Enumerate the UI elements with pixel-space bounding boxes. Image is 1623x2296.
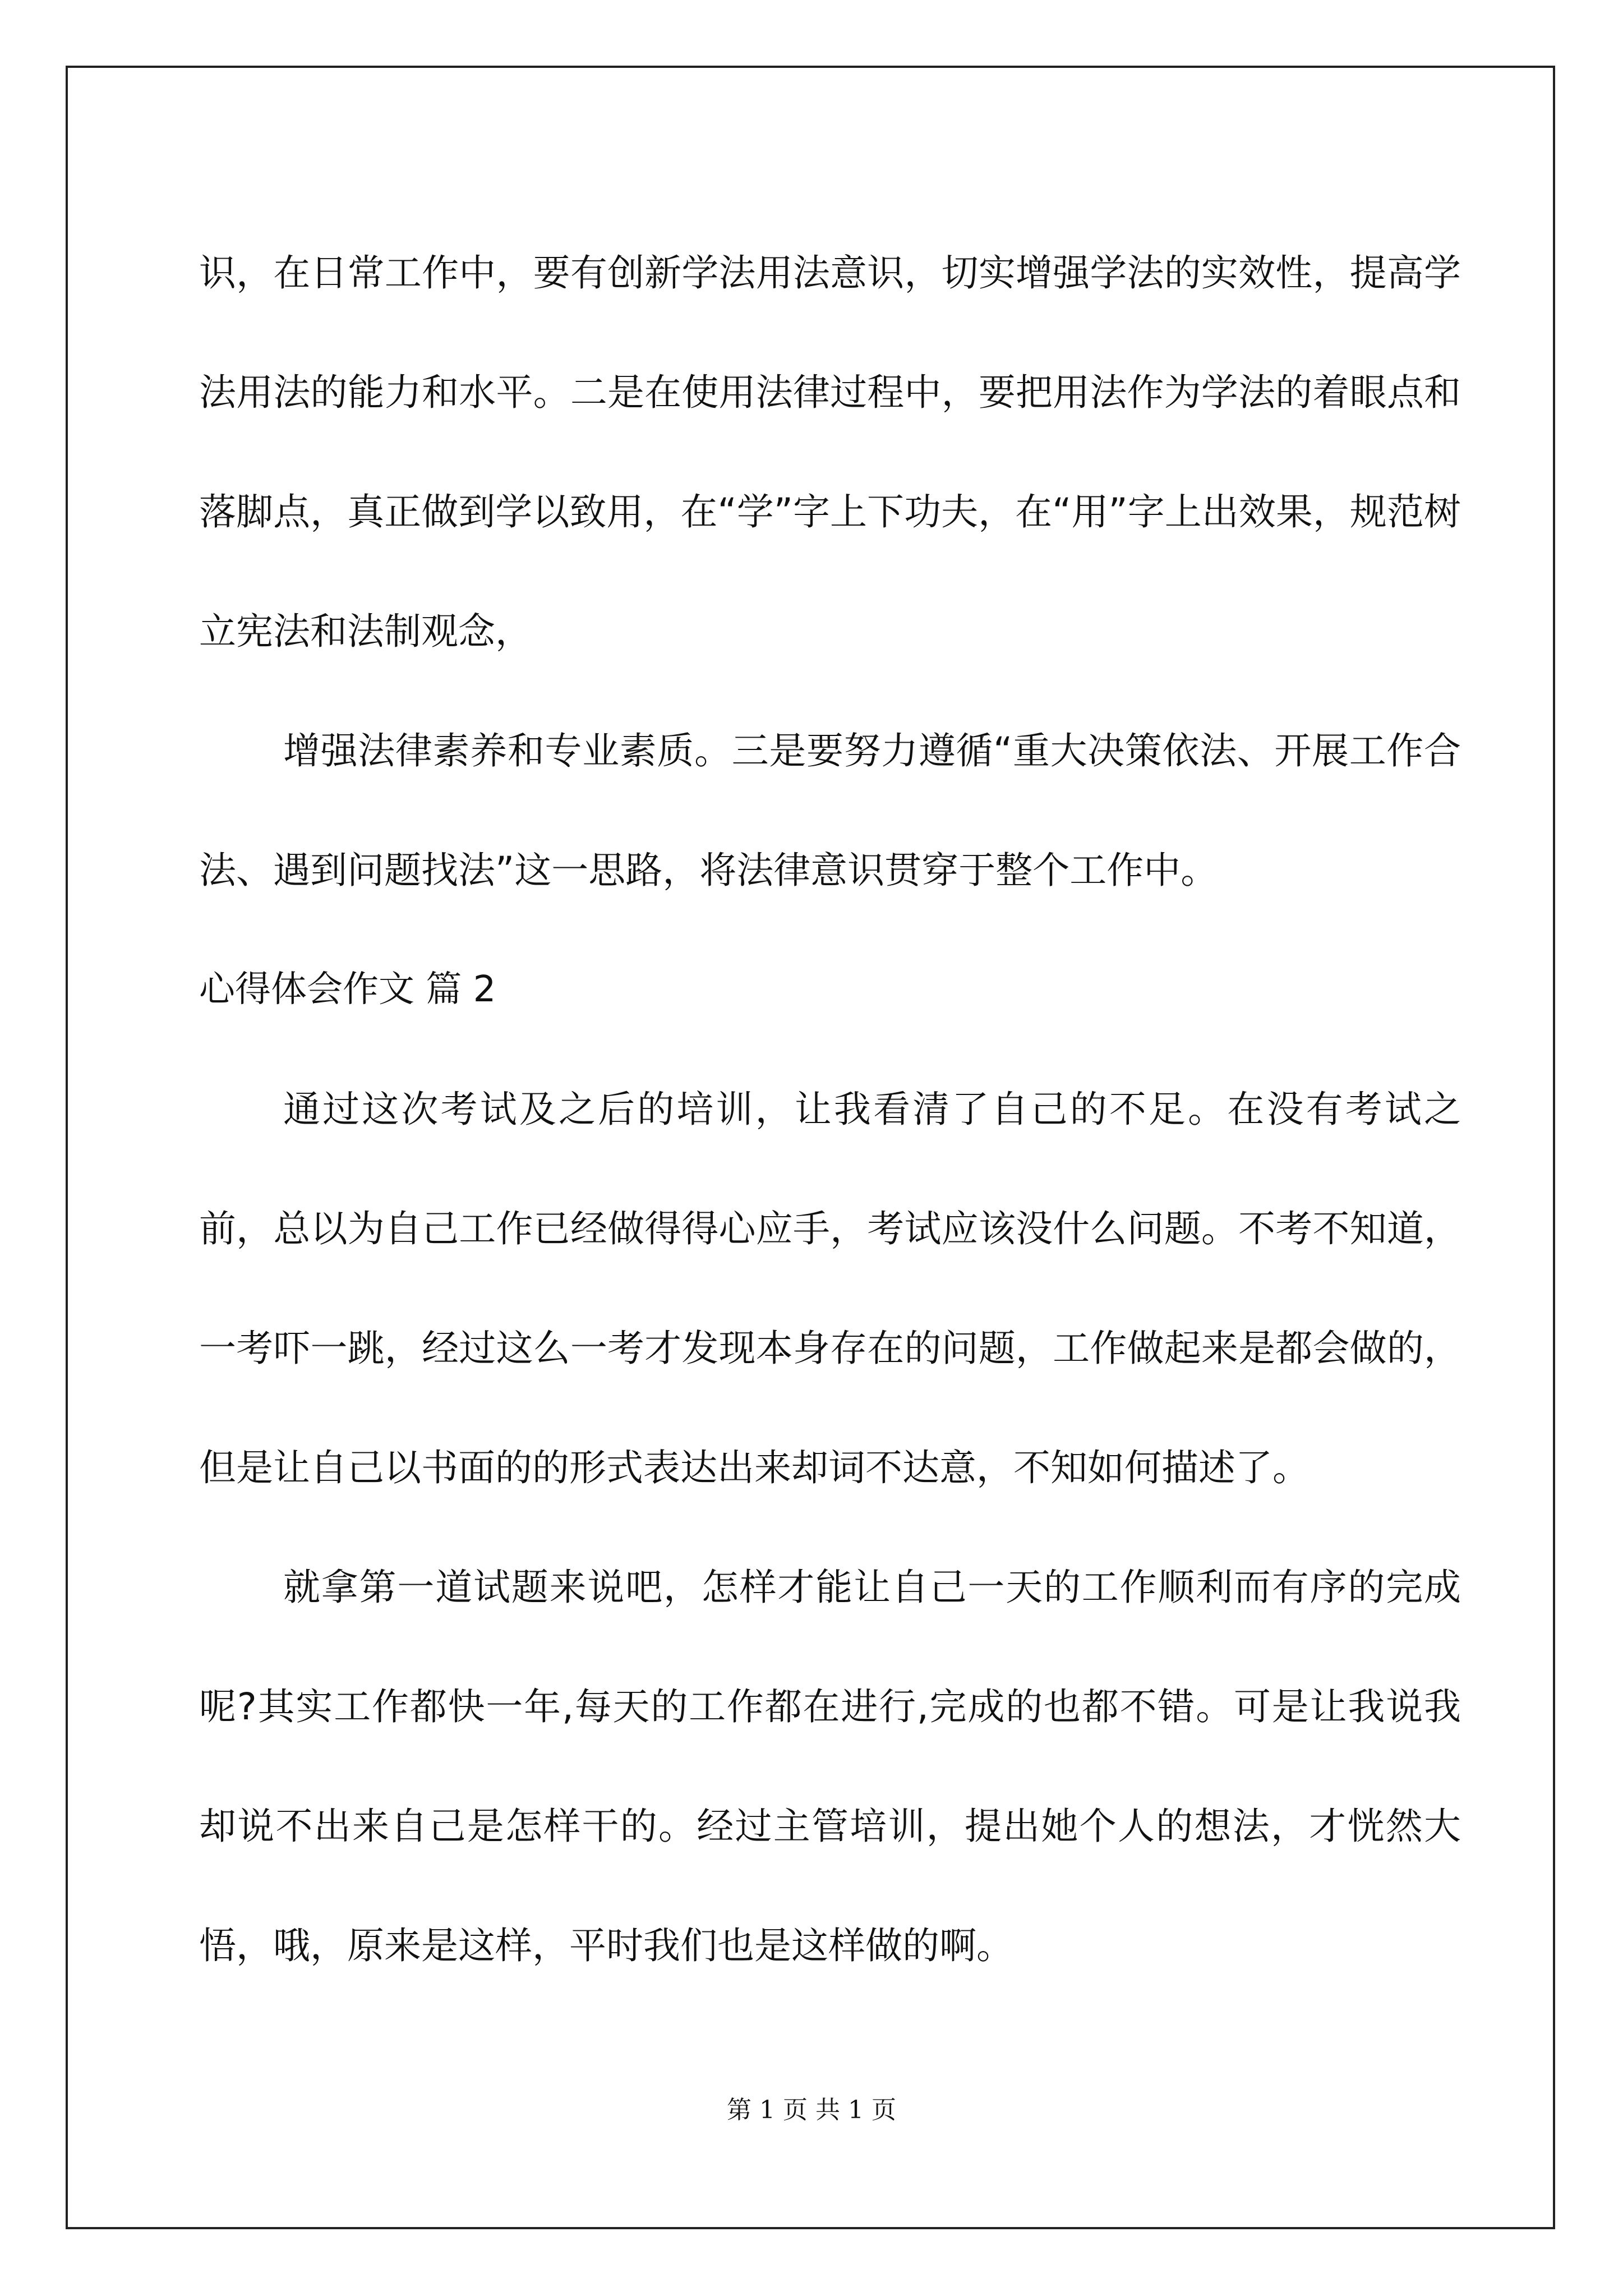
page-footer: 第 1 页 共 1 页 (727, 2096, 896, 2124)
paragraph-3: 通过这次考试及之后的培训，让我看清了自己的不足。在没有考试之前，总以为自己工作已经做得得心应手，考试应该没什么问题。不考不知道，一考吓一跳，经过这么一考才发现本身存在的问题，工作做起来是都会做的，但是让自己以书面的的形式表达出来却词不达意，不知如何描述了。 (199, 1088, 1461, 1489)
paragraph-2: 增强法律素养和专业素质。三是要努力遵循“重大决策依法、开展工作合法、遇到问题找法”这一思路，将法律意识贯穿于整个工作中。 (199, 729, 1461, 892)
document-body (199, 213, 1461, 2005)
paragraph-1: 识，在日常工作中，要有创新学法用法意识，切实增强学法的实效性，提高学法用法的能力和水平。二是在使用法律过程中，要把用法作为学法的着眼点和落脚点，真正做到学以致用，在“学”字上下功夫，在“用”字上出效果，规范树立宪法和法制观念， (199, 251, 1461, 653)
section-heading: 心得体会作文 篇 2 (199, 969, 496, 1010)
paragraph-4: 就拿第一道试题来说吧，怎样才能让自己一天的工作顺利而有序的完成呢?其实工作都快一年,每天的工作都在进行,完成的也都不错。可是让我说我却说不出来自己是怎样干的。经过主管培训，提出她个人的想法，才恍然大悟，哦，原来是这样，平时我们也是这样做的啊。 (199, 1566, 1461, 1967)
